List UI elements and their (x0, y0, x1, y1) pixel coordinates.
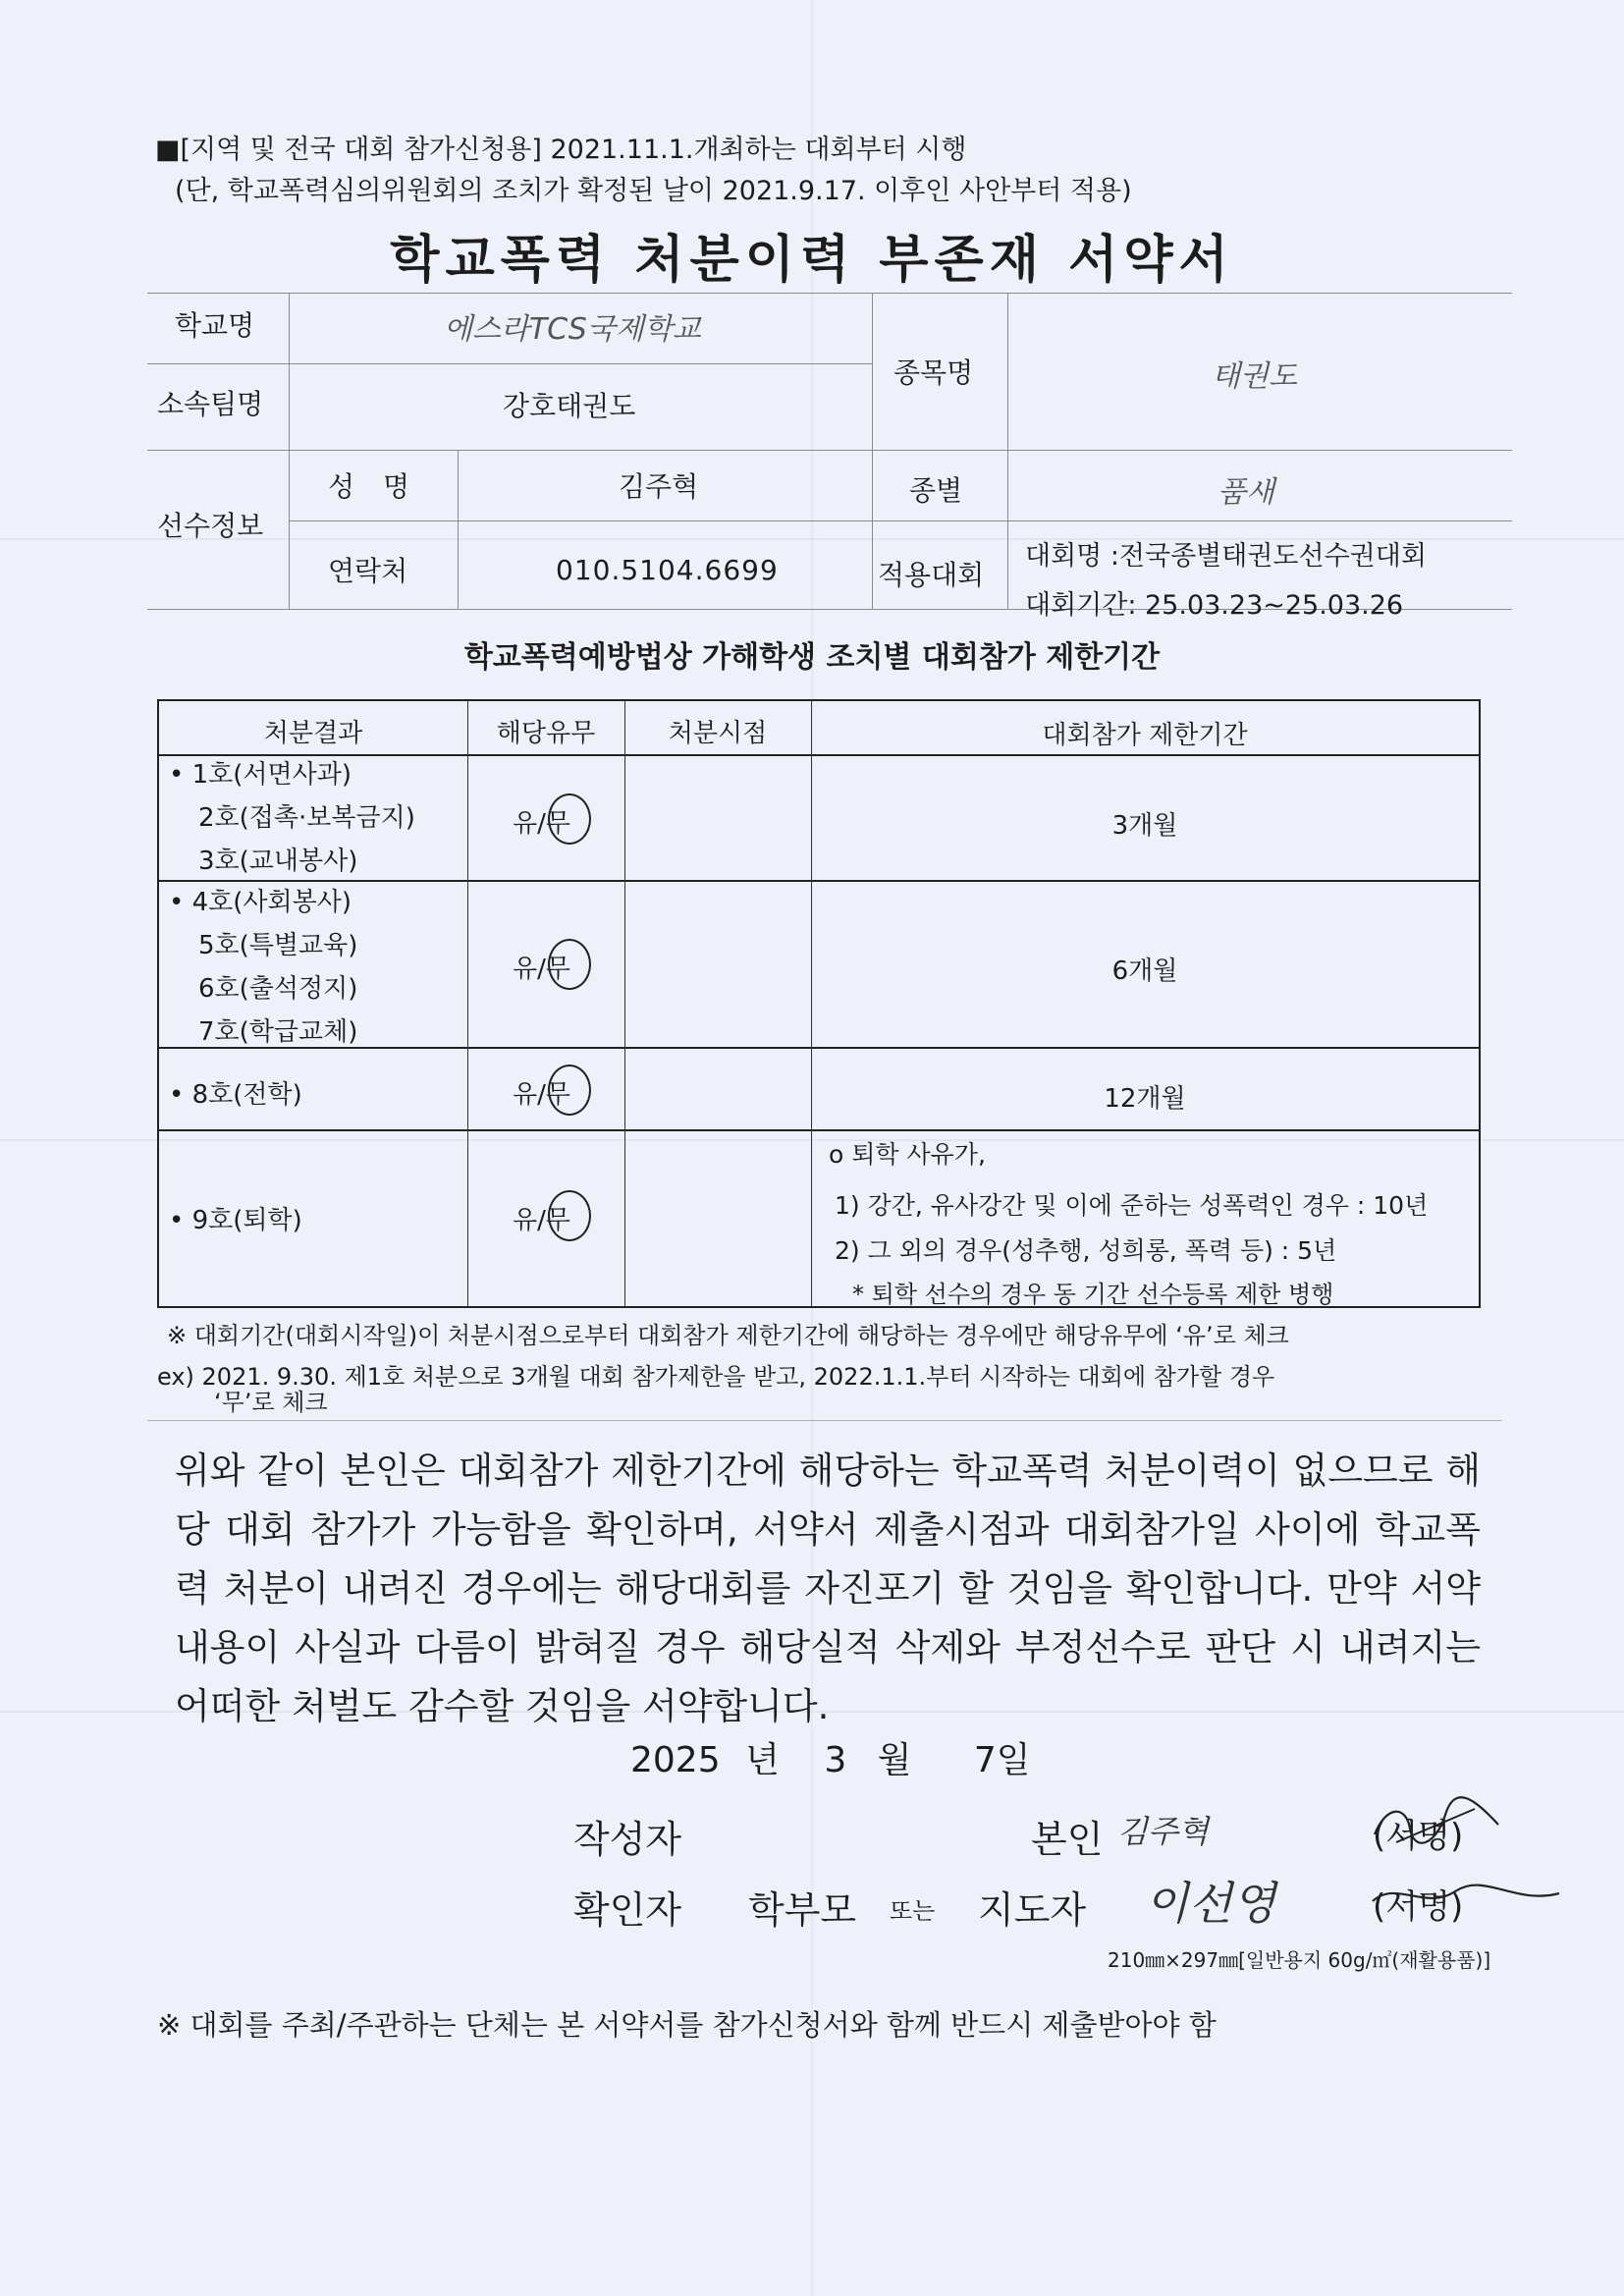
writer-label: 작성자 (573, 1818, 682, 1861)
category-label: 종별 (909, 474, 963, 507)
disposition-item: 2호(접촉·보복금지) (198, 803, 415, 833)
column-header: 해당유무 (496, 719, 596, 748)
disposition-item: 3호(교내봉사) (198, 847, 358, 876)
category-value: 품새 (1218, 475, 1274, 510)
expulsion-note: o 퇴학 사유가, (829, 1140, 986, 1169)
footer-note: ※ 대회를 주최/주관하는 단체는 본 서약서를 참가신청서와 함께 반드시 제출받아야 함 (157, 2008, 1217, 2042)
date-month: 3 (824, 1740, 847, 1780)
school-name-value: 에스라TCS국제학교 (444, 312, 701, 347)
disposition-item: 5호(특별교육) (198, 931, 358, 960)
expulsion-note: * 퇴학 선수의 경우 동 기간 선수등록 제한 병행 (852, 1281, 1334, 1308)
applies-yes-no: 유/무 (513, 955, 570, 984)
event-value: 태권도 (1212, 359, 1297, 394)
confirmer-label: 확인자 (573, 1888, 682, 1932)
player-name-value: 김주혁 (619, 470, 699, 503)
header-scope-note: (단, 학교폭력심의위원회의 조치가 확정된 날이 2021.9.17. 이후인 사안부터 적용) (175, 176, 1132, 206)
event-label: 종목명 (893, 356, 974, 389)
self-label: 본인 (1031, 1818, 1104, 1861)
date-day: 7일 (973, 1740, 1031, 1780)
school-name-label: 학교명 (175, 309, 255, 342)
restriction-period: 6개월 (1111, 957, 1178, 986)
disposition-item: 6호(출석정지) (198, 974, 358, 1004)
self-signature-label: (서명) (1373, 1817, 1464, 1856)
check-example: ex) 2021. 9.30. 제1호 처분으로 3개월 대회 참가제한을 받고, 2022.1.1.부터 시작하는 대회에 참가할 경우 (157, 1363, 1275, 1391)
date-year-unit: 년 (745, 1740, 780, 1780)
check-instruction: ※ 대회기간(대회시작일)이 처분시점으로부터 대회참가 제한기간에 해당하는 경우에만 해당유무에 ‘유’로 체크 (167, 1322, 1289, 1349)
pledge-date (630, 1732, 1031, 1782)
date-month-unit: 월 (877, 1740, 912, 1780)
disposition-item: • 9호(퇴학) (169, 1206, 302, 1235)
competition-period: 대회기간: 25.03.23~25.03.26 (1025, 590, 1404, 621)
competition-name: 대회명 :전국종별태권도선수권대회 (1025, 541, 1427, 572)
document-title: 학교폭력 처분이력 부존재 서약서 (390, 231, 1234, 290)
or-label: 또는 (890, 1897, 936, 1925)
header-applicability: ■[지역 및 전국 대회 참가신청용] 2021.11.1.개최하는 대회부터 시행 (155, 135, 967, 165)
coach-label: 지도자 (978, 1888, 1087, 1932)
column-header: 처분시점 (668, 719, 768, 748)
date-year: 2025 (630, 1740, 721, 1780)
column-header: 대회참가 제한기간 (1042, 721, 1248, 750)
self-handwritten-name: 김주혁 (1117, 1813, 1209, 1850)
no-mark-circle (548, 793, 591, 845)
no-mark-circle (548, 939, 591, 990)
coach-handwritten-name: 이선영 (1145, 1877, 1276, 1930)
disposition-item: • 8호(전학) (169, 1080, 302, 1110)
no-mark-circle (548, 1190, 591, 1241)
disposition-item: 7호(학급교체) (198, 1017, 358, 1047)
contact-value: 010.5104.6699 (556, 554, 779, 586)
no-mark-circle (548, 1065, 591, 1116)
disposition-item: • 1호(서면사과) (169, 760, 352, 790)
restriction-table (157, 699, 1481, 1308)
contact-label: 연락처 (328, 555, 408, 587)
restriction-period: 12개월 (1104, 1084, 1186, 1114)
restriction-period: 3개월 (1111, 811, 1178, 841)
team-name-label: 소속팀명 (157, 388, 264, 420)
applies-yes-no: 유/무 (513, 1080, 570, 1110)
coach-signature (1367, 1872, 1563, 1921)
check-example-tail: ‘무’로 체크 (214, 1389, 328, 1416)
expulsion-note: 2) 그 외의 경우(성추행, 성희롱, 폭력 등) : 5년 (835, 1236, 1337, 1265)
coach-signature-label: (서명) (1373, 1887, 1464, 1927)
applies-yes-no: 유/무 (513, 1206, 570, 1235)
restriction-heading: 학교폭력예방법상 가해학생 조치별 대회참가 제한기간 (463, 640, 1161, 675)
pledge-paragraph: 위와 같이 본인은 대회참가 제한기간에 해당하는 학교폭력 처분이력이 없으므로 해당 대회 참가가 가능함을 확인하며, 서약서 제출시점과 대회참가일 사이에 학교폭력 처분이 내려진 경우에는 해당대회를 자진포기 할 것임을 확인합니다. 만약 서약내용이 사실과 다름이 밝혀질 경우 해당실적 삭제와 부정선수로 판단 시 내려지는 어떠한 처벌도 감수할 것임을 서약합니다. (175, 1449, 1481, 1727)
player-info-label: 선수정보 (157, 510, 264, 542)
applied-competition-label: 적용대회 (878, 559, 985, 591)
player-name-label: 성 명 (328, 470, 419, 503)
parent-label: 학부모 (748, 1888, 857, 1932)
team-name-value: 강호태권도 (503, 390, 636, 422)
applies-yes-no: 유/무 (513, 809, 570, 839)
column-header: 처분결과 (263, 719, 363, 748)
disposition-item: • 4호(사회봉사) (169, 888, 352, 917)
expulsion-note: 1) 강간, 유사강간 및 이에 준하는 성폭력인 경우 : 10년 (835, 1191, 1429, 1220)
paper-spec: 210㎜×297㎜[일반용지 60g/㎡(재활용품)] (1108, 1948, 1491, 1972)
self-signature (1367, 1795, 1504, 1854)
